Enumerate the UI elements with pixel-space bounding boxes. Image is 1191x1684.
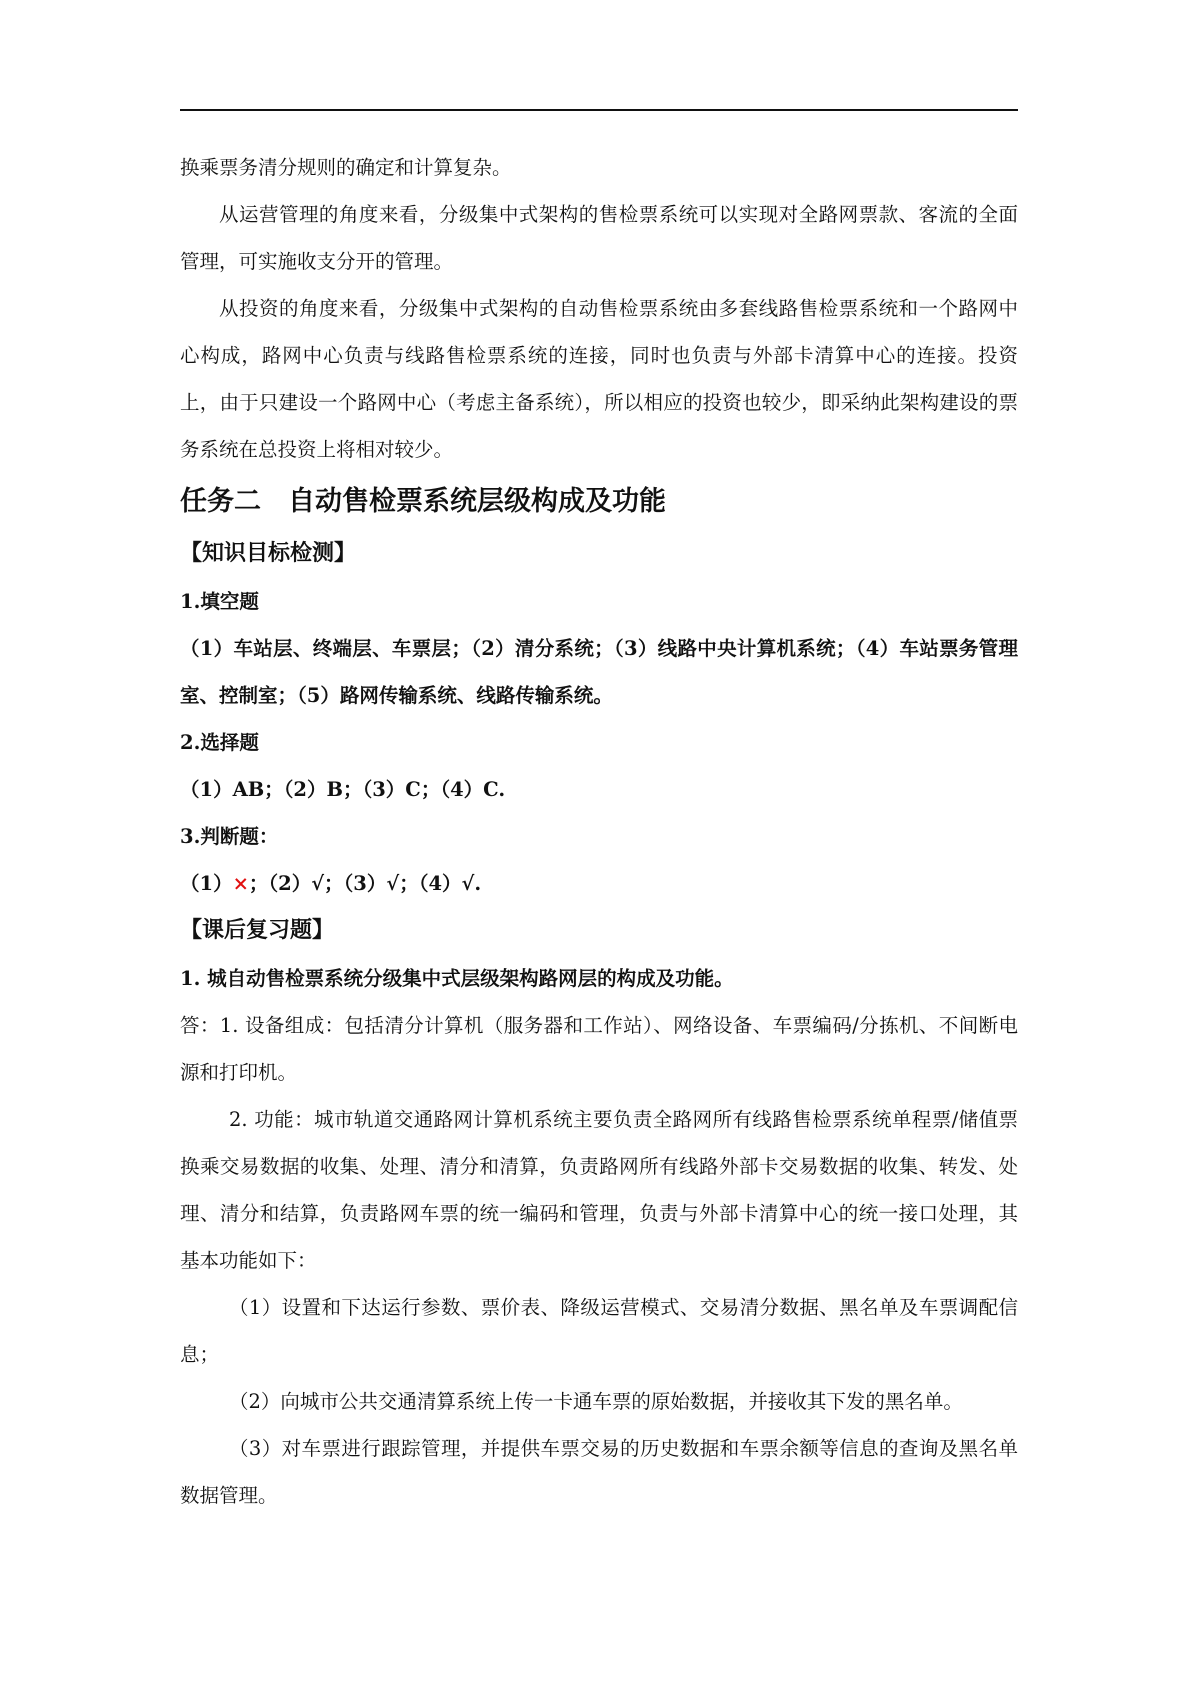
- judge-prefix: （1）: [180, 872, 233, 895]
- review-heading: 【课后复习题】: [180, 918, 335, 943]
- answer-composition: 答：1. 设备组成：包括清分计算机（服务器和工作站）、网络设备、车票编码/分拣机、不间断电源和打印机。: [180, 1014, 1018, 1084]
- function-item-1: （1）设置和下达运行参数、票价表、降级运营模式、交易清分数据、黑名单及车票调配信息；: [180, 1296, 1018, 1366]
- choice-answer: （1）AB；（2）B；（3）C；（4）C.: [180, 778, 506, 801]
- header-rule: [180, 109, 1018, 111]
- review-question-1: 1. 城自动售检票系统分级集中式层级架构路网层的构成及功能。: [180, 967, 734, 990]
- choice-title: 2.选择题: [180, 731, 259, 754]
- judge-title: 3.判断题：: [180, 825, 279, 848]
- intro-paragraph-3: 从投资的角度来看，分级集中式架构的自动售检票系统由多套线路售检票系统和一个路网中心构成，路网中心负责与线路售检票系统的连接，同时也负责与外部卡清算中心的连接。投资上，由于只建设一个路网中心（考虑主备系统），所以相应的投资也较少，即采纳此架构建设的票务系统在总投资上将相对较少。: [180, 297, 1018, 461]
- judge-rest: ；（2）√；（3）√；（4）√.: [248, 872, 482, 895]
- wrong-mark: ×: [232, 872, 249, 895]
- task-title: 任务二 自动售检票系统层级构成及功能: [180, 486, 666, 517]
- answer-function: 2. 功能：城市轨道交通路网计算机系统主要负责全路网所有线路售检票系统单程票/储值票换乘交易数据的收集、处理、清分和清算，负责路网所有线路外部卡交易数据的收集、转发、处理、清分和结算，负责路网车票的统一编码和管理，负责与外部卡清算中心的统一接口处理，其基本功能如下：: [180, 1108, 1018, 1272]
- fill-title: 1.填空题: [180, 590, 259, 613]
- function-item-3: （3）对车票进行跟踪管理，并提供车票交易的历史数据和车票余额等信息的查询及黑名单数据管理。: [180, 1437, 1018, 1507]
- fill-answer: （1）车站层、终端层、车票层；（2）清分系统；（3）线路中央计算机系统；（4）车站票务管理室、控制室；（5）路网传输系统、线路传输系统。: [180, 637, 1018, 707]
- intro-paragraph-2: 从运营管理的角度来看，分级集中式架构的售检票系统可以实现对全路网票款、客流的全面管理，可实施收支分开的管理。: [180, 203, 1018, 273]
- document-body: [180, 144, 1018, 1519]
- intro-paragraph-1: 换乘票务清分规则的确定和计算复杂。: [180, 156, 512, 179]
- function-item-2: （2）向城市公共交通清算系统上传一卡通车票的原始数据，并接收其下发的黑名单。: [229, 1390, 963, 1413]
- judge-answer: [180, 860, 1018, 907]
- knowledge-heading: 【知识目标检测】: [180, 541, 357, 566]
